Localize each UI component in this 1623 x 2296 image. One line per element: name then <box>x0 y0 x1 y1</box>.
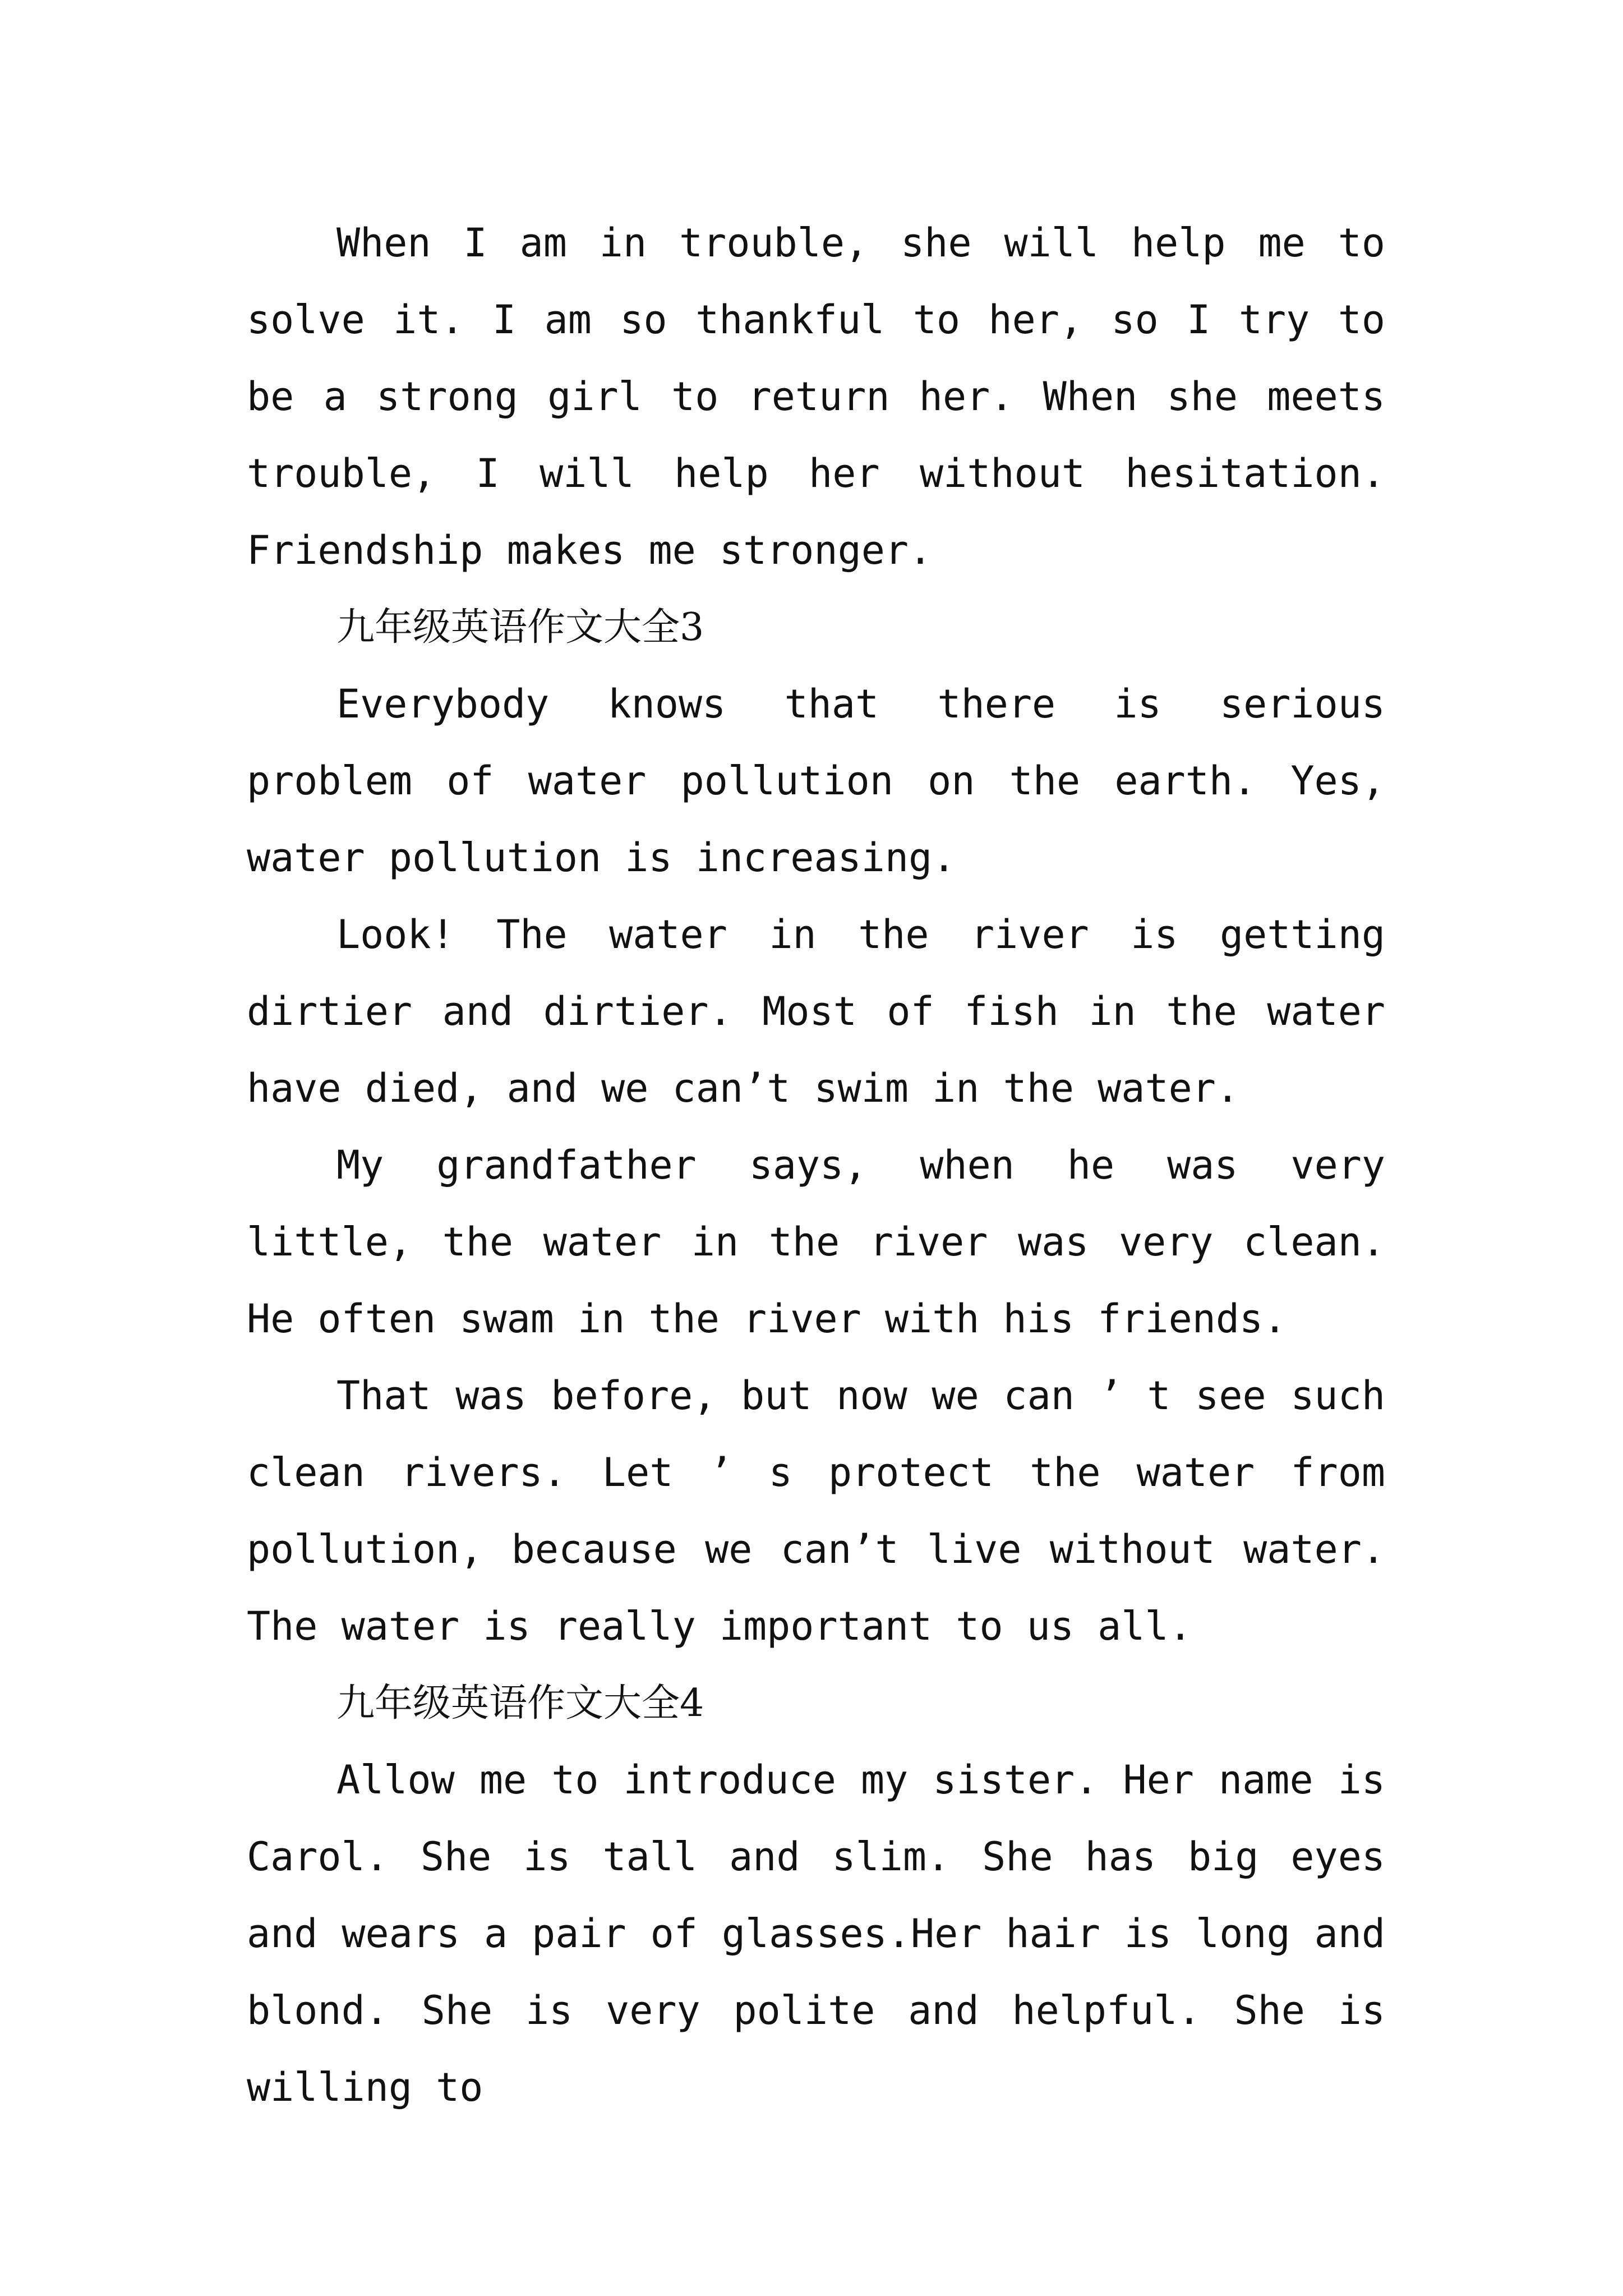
paragraph-dirty-river: Look! The water in the river is getting dirtier and dirtier. Most of fish in the water have died, and we can’t swim in the water. <box>247 912 1385 1111</box>
paragraph-friendship: When I am in trouble, she will help me to solve it. I am so thankful to her, so I try to be a strong girl to return her. When she meets trouble, I will help her without hesitation. Friendship makes me stronger. <box>247 220 1385 573</box>
section-heading-3: 九年级英语作文大全3 <box>336 605 704 650</box>
section-heading-4: 九年级英语作文大全4 <box>336 1681 704 1726</box>
paragraph-sister-intro: Allow me to introduce my sister. Her name is Carol. She is tall and slim. She has big eyes and wears a pair of glasses.Her hair is long and blond. She is very polite and helpful. She is willing to <box>247 1757 1385 2110</box>
paragraph-protect-water: That was before, but now we can ’ t see such clean rivers. Let ’ s protect the water from pollution, because we can’t live without water. The water is really important to us all. <box>247 1373 1385 1649</box>
paragraph-grandfather: My grandfather says, when he was very little, the water in the river was very clean. He often swam in the river with his friends. <box>247 1142 1385 1342</box>
document-body <box>247 205 1385 2126</box>
paragraph-water-pollution-intro: Everybody knows that there is serious problem of water pollution on the earth. Yes, water pollution is increasing. <box>247 681 1385 881</box>
